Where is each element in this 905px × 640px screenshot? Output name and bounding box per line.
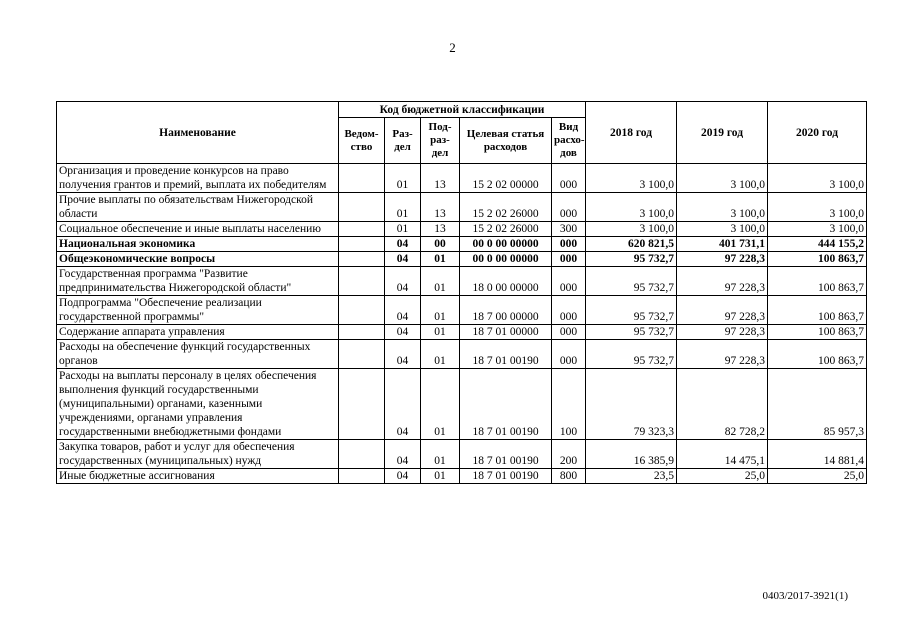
cell-podrazdel: 01 (421, 369, 460, 440)
table-row (57, 325, 867, 340)
cell-razdel: 04 (385, 325, 421, 340)
cell-expense-type: 800 (552, 469, 586, 484)
cell-vedomstvo (339, 222, 385, 237)
cell-razdel: 04 (385, 369, 421, 440)
cell-2018: 95 732,7 (586, 267, 677, 296)
cell-expense-type: 100 (552, 369, 586, 440)
header-vedomstvo: Ведом-ство (339, 118, 385, 164)
cell-razdel: 04 (385, 237, 421, 252)
cell-2019: 97 228,3 (677, 325, 768, 340)
cell-name: Социальное обеспечение и иные выплаты населению (57, 222, 339, 237)
cell-2018: 79 323,3 (586, 369, 677, 440)
table-row (57, 267, 867, 296)
table-row (57, 340, 867, 369)
cell-name: Закупка товаров, работ и услуг для обеспечения государственных (муниципальных) нужд (57, 440, 339, 469)
cell-target-article: 18 7 01 00190 (460, 469, 552, 484)
table-row (57, 193, 867, 222)
cell-name: Иные бюджетные ассигнования (57, 469, 339, 484)
header-classification-group: Код бюджетной классификации (339, 102, 586, 118)
table-row (57, 296, 867, 325)
cell-2019: 97 228,3 (677, 296, 768, 325)
cell-vedomstvo (339, 296, 385, 325)
table-row (57, 222, 867, 237)
cell-2018: 3 100,0 (586, 164, 677, 193)
cell-expense-type: 000 (552, 193, 586, 222)
cell-expense-type: 000 (552, 164, 586, 193)
cell-name: Расходы на выплаты персоналу в целях обеспечения выполнения функций государственными (муниципальными) органами, казенными учреждениями, органами управления государственными внебюджетными фондами (57, 369, 339, 440)
cell-podrazdel: 01 (421, 252, 460, 267)
cell-expense-type: 000 (552, 340, 586, 369)
cell-2019: 97 228,3 (677, 340, 768, 369)
cell-name: Содержание аппарата управления (57, 325, 339, 340)
cell-target-article: 18 0 00 00000 (460, 267, 552, 296)
cell-razdel: 01 (385, 222, 421, 237)
cell-vedomstvo (339, 369, 385, 440)
cell-2020: 25,0 (768, 469, 867, 484)
cell-2018: 3 100,0 (586, 222, 677, 237)
cell-2019: 3 100,0 (677, 164, 768, 193)
cell-name: Прочие выплаты по обязательствам Нижегородской области (57, 193, 339, 222)
cell-2018: 95 732,7 (586, 340, 677, 369)
header-2019: 2019 год (677, 102, 768, 164)
cell-podrazdel: 01 (421, 469, 460, 484)
cell-name: Подпрограмма "Обеспечение реализации государственной программы" (57, 296, 339, 325)
cell-target-article: 00 0 00 00000 (460, 237, 552, 252)
cell-vedomstvo (339, 237, 385, 252)
header-name: Наименование (57, 102, 339, 164)
cell-target-article: 18 7 01 00190 (460, 340, 552, 369)
cell-razdel: 01 (385, 164, 421, 193)
table-row (57, 237, 867, 252)
cell-podrazdel: 01 (421, 440, 460, 469)
header-target-article: Целевая статья расходов (460, 118, 552, 164)
cell-2020: 3 100,0 (768, 164, 867, 193)
cell-podrazdel: 01 (421, 340, 460, 369)
cell-2018: 95 732,7 (586, 325, 677, 340)
cell-2020: 100 863,7 (768, 296, 867, 325)
cell-2020: 100 863,7 (768, 340, 867, 369)
cell-razdel: 01 (385, 193, 421, 222)
cell-target-article: 15 2 02 26000 (460, 193, 552, 222)
cell-2018: 3 100,0 (586, 193, 677, 222)
page-number: 2 (449, 40, 456, 55)
cell-expense-type: 000 (552, 252, 586, 267)
cell-podrazdel: 00 (421, 237, 460, 252)
cell-podrazdel: 13 (421, 193, 460, 222)
cell-2018: 23,5 (586, 469, 677, 484)
cell-2019: 3 100,0 (677, 222, 768, 237)
cell-target-article: 18 7 01 00000 (460, 325, 552, 340)
cell-2020: 100 863,7 (768, 267, 867, 296)
cell-razdel: 04 (385, 296, 421, 325)
cell-vedomstvo (339, 440, 385, 469)
cell-2020: 100 863,7 (768, 252, 867, 267)
cell-target-article: 15 2 02 00000 (460, 164, 552, 193)
cell-vedomstvo (339, 267, 385, 296)
cell-2019: 82 728,2 (677, 369, 768, 440)
cell-expense-type: 000 (552, 237, 586, 252)
cell-2020: 444 155,2 (768, 237, 867, 252)
cell-2018: 16 385,9 (586, 440, 677, 469)
cell-2018: 95 732,7 (586, 252, 677, 267)
header-2020: 2020 год (768, 102, 867, 164)
cell-expense-type: 000 (552, 267, 586, 296)
cell-target-article: 15 2 02 26000 (460, 222, 552, 237)
cell-razdel: 04 (385, 267, 421, 296)
document-code: 0403/2017-3921(1) (762, 590, 848, 602)
cell-podrazdel: 13 (421, 222, 460, 237)
cell-vedomstvo (339, 164, 385, 193)
table-row (57, 164, 867, 193)
cell-2020: 85 957,3 (768, 369, 867, 440)
cell-target-article: 00 0 00 00000 (460, 252, 552, 267)
header-expense-type: Вид расхо-дов (552, 118, 586, 164)
cell-razdel: 04 (385, 252, 421, 267)
cell-vedomstvo (339, 325, 385, 340)
cell-target-article: 18 7 00 00000 (460, 296, 552, 325)
cell-2020: 3 100,0 (768, 193, 867, 222)
cell-razdel: 04 (385, 340, 421, 369)
table-row (57, 440, 867, 469)
cell-podrazdel: 01 (421, 267, 460, 296)
cell-vedomstvo (339, 340, 385, 369)
cell-vedomstvo (339, 193, 385, 222)
cell-2020: 14 881,4 (768, 440, 867, 469)
cell-2019: 97 228,3 (677, 267, 768, 296)
table-row (57, 469, 867, 484)
cell-2018: 620 821,5 (586, 237, 677, 252)
cell-2018: 95 732,7 (586, 296, 677, 325)
budget-table (56, 101, 867, 484)
cell-expense-type: 200 (552, 440, 586, 469)
cell-expense-type: 000 (552, 296, 586, 325)
header-razdel: Раз-дел (385, 118, 421, 164)
table-row (57, 252, 867, 267)
cell-2020: 3 100,0 (768, 222, 867, 237)
cell-name: Национальная экономика (57, 237, 339, 252)
cell-razdel: 04 (385, 440, 421, 469)
cell-vedomstvo (339, 469, 385, 484)
cell-podrazdel: 13 (421, 164, 460, 193)
cell-2019: 97 228,3 (677, 252, 768, 267)
table-row (57, 369, 867, 440)
header-podrazdel: Под-раз-дел (421, 118, 460, 164)
cell-name: Организация и проведение конкурсов на право получения грантов и премий, выплата их победителям (57, 164, 339, 193)
cell-podrazdel: 01 (421, 325, 460, 340)
cell-name: Государственная программа "Развитие предпринимательства Нижегородской области" (57, 267, 339, 296)
cell-2019: 3 100,0 (677, 193, 768, 222)
cell-target-article: 18 7 01 00190 (460, 440, 552, 469)
cell-2019: 401 731,1 (677, 237, 768, 252)
header-2018: 2018 год (586, 102, 677, 164)
cell-name: Общеэкономические вопросы (57, 252, 339, 267)
cell-name: Расходы на обеспечение функций государственных органов (57, 340, 339, 369)
cell-expense-type: 300 (552, 222, 586, 237)
cell-2020: 100 863,7 (768, 325, 867, 340)
cell-2019: 14 475,1 (677, 440, 768, 469)
cell-podrazdel: 01 (421, 296, 460, 325)
cell-expense-type: 000 (552, 325, 586, 340)
cell-2019: 25,0 (677, 469, 768, 484)
cell-vedomstvo (339, 252, 385, 267)
cell-razdel: 04 (385, 469, 421, 484)
cell-target-article: 18 7 01 00190 (460, 369, 552, 440)
